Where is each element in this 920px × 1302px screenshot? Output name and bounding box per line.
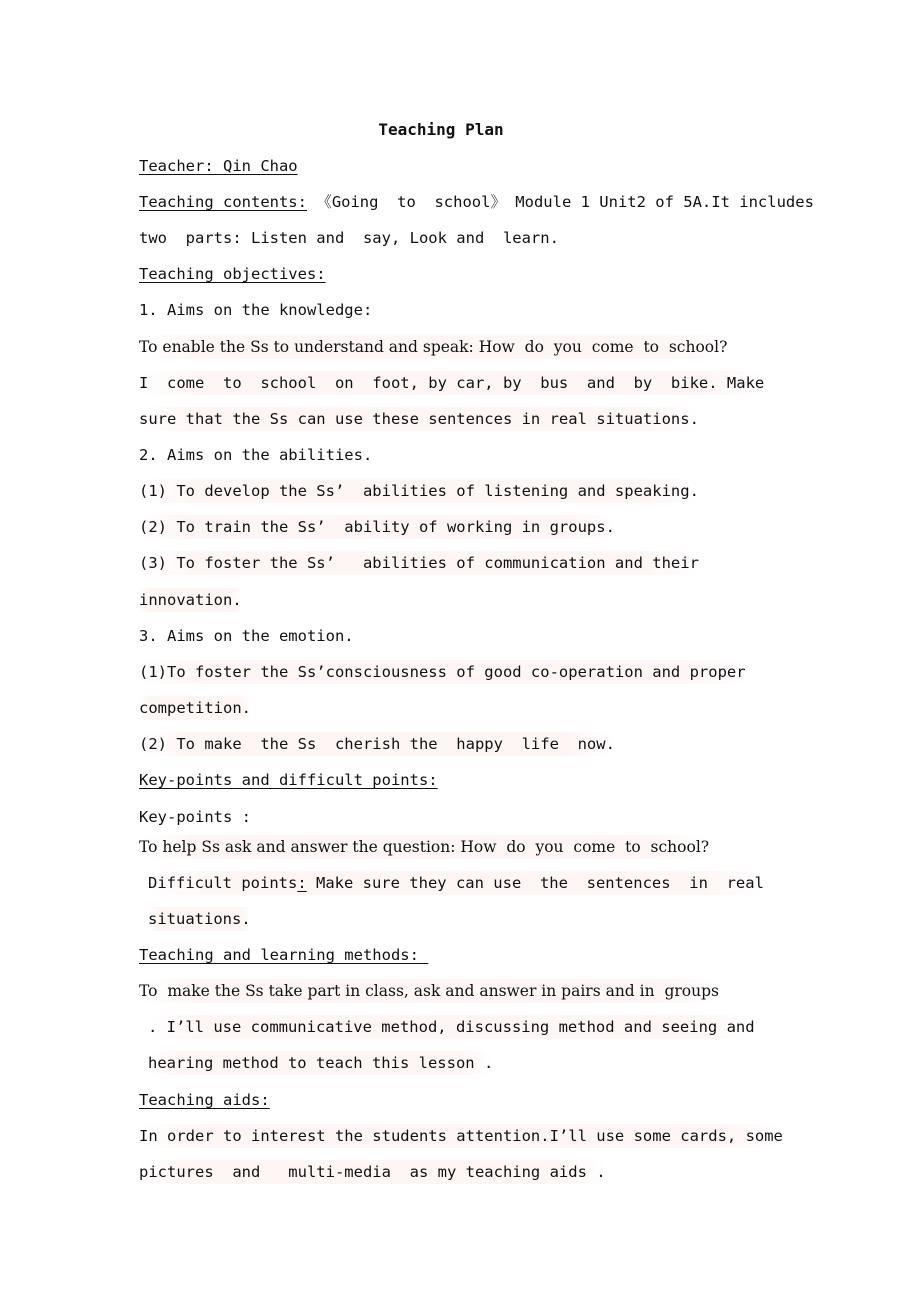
emotion-line-2: (2) To make the Ss cherish the happy life now. (139, 732, 615, 756)
ability-line-3: (3) To foster the Ss’ abilities of communication and their (139, 551, 699, 575)
contents-text: 《Going to school》 Module 1 Unit2 of 5A.It includes (306, 193, 814, 211)
contents-label: Teaching contents: (139, 193, 307, 211)
abilities-heading: 2. Aims on the abilities. (139, 446, 373, 464)
ability-line-3-cont: innovation. (139, 588, 242, 612)
aids-label: Teaching aids: (139, 1091, 270, 1109)
difficult-points-cont: situations. (148, 907, 251, 931)
knowledge-line-3: sure that the Ss can use these sentences in real situations. (139, 407, 699, 431)
knowledge-line-1: To enable the Ss to understand and speak: How do you come to school? (139, 335, 727, 359)
difficult-points-colon: : (297, 874, 307, 892)
methods-line-2: . I’ll use communicative method, discussing method and seeing and (148, 1015, 755, 1039)
objectives-label: Teaching objectives: (139, 265, 326, 283)
key-points-label: Key-points : (139, 808, 251, 826)
difficult-points-label: Difficult points (148, 874, 298, 892)
aids-line-2: pictures and multi-media as my teaching aids . (139, 1160, 606, 1184)
contents-line-2: two parts: Listen and say, Look and learn. (139, 229, 559, 247)
methods-label: Teaching and learning methods: (139, 946, 429, 964)
page-title: Teaching Plan (378, 120, 504, 139)
methods-line-3: hearing method to teach this lesson . (148, 1051, 493, 1075)
methods-line-1: To make the Ss take part in class, ask and answer in pairs and in groups (139, 979, 719, 1003)
ability-line-1: (1) To develop the Ss’ abilities of listening and speaking. (139, 479, 699, 503)
knowledge-heading: 1. Aims on the knowledge: (139, 301, 373, 319)
aids-line-1: In order to interest the students attention.I’ll use some cards, some (139, 1124, 783, 1148)
contents-line-1 (139, 190, 814, 214)
difficult-points-line (148, 871, 764, 895)
teacher-line: Teacher: Qin Chao (139, 157, 298, 175)
emotion-line-1: (1)To foster the Ss’consciousness of good co-operation and proper (139, 660, 746, 684)
difficult-points-text: Make sure they can use the sentences in real (306, 874, 764, 892)
knowledge-line-2: I come to school on foot, by car, by bus and by bike. Make (139, 371, 764, 395)
keypoints-label: Key-points and difficult points: (139, 771, 438, 789)
key-points-text: To help Ss ask and answer the question: How do you come to school? (139, 835, 709, 859)
emotion-line-1-cont: competition. (139, 696, 251, 720)
emotion-heading: 3. Aims on the emotion. (139, 627, 354, 645)
ability-line-2: (2) To train the Ss’ ability of working in groups. (139, 515, 615, 539)
